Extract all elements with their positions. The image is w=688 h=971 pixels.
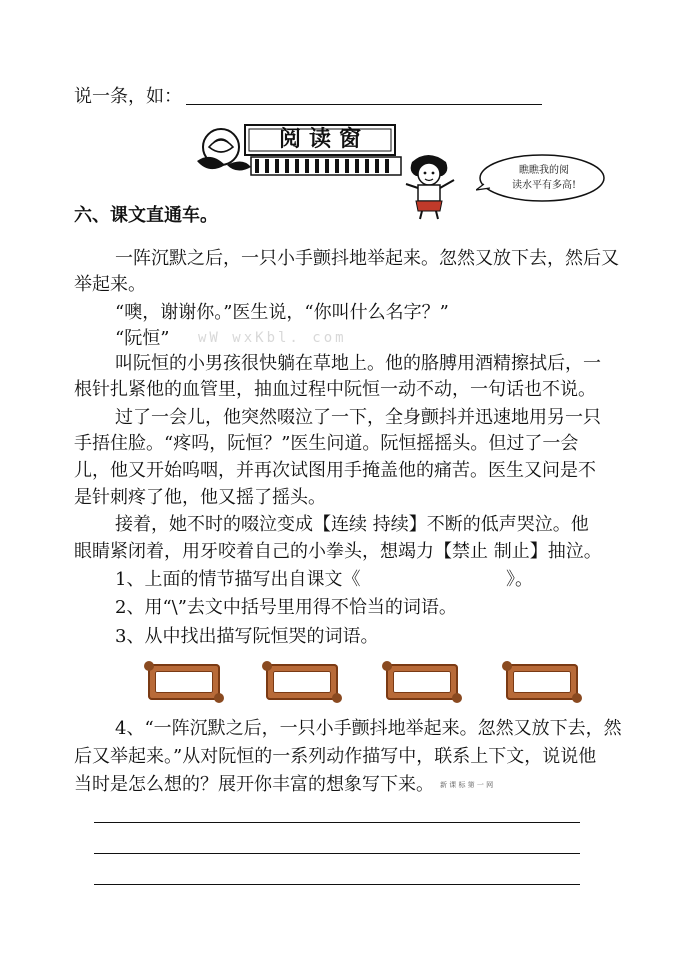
section-heading: 六、课文直通车。 — [74, 205, 218, 226]
speech-bubble — [476, 152, 606, 204]
passage-line: 接着，她不时的啜泣变成【连续 持续】不断的低声哭泣。他 — [115, 514, 589, 535]
speech-bubble-line-2: 读水平有多高! — [511, 180, 577, 191]
reading-window-banner — [191, 121, 403, 179]
site-watermark: 新 课 标 第 一 网 — [440, 781, 494, 789]
question-4-line: 当时是怎么想的？展开你丰富的想象写下来。 — [74, 774, 434, 795]
passage-line: “阮恒” — [115, 328, 170, 349]
answer-frame-4[interactable] — [506, 664, 578, 700]
question-1-answer-blank[interactable] — [370, 571, 500, 593]
passage-line: 眼睛紧闭着，用牙咬着自己的小拳头，想竭力【禁止 制止】抽泣。 — [74, 541, 602, 562]
writing-line[interactable] — [94, 884, 580, 885]
question-1-suffix: 》。 — [506, 569, 533, 590]
passage-line: 儿，他又开始呜咽，并再次试图用手掩盖他的痛苦。医生又问是不 — [74, 460, 596, 481]
passage-line: 过了一会儿，他突然啜泣了一下，全身颤抖并迅速地用另一只 — [115, 407, 601, 428]
passage-line: 叫阮恒的小男孩很快躺在草地上。他的胳膊用酒精擦拭后，一 — [115, 353, 601, 374]
passage-line: 手捂住脸。“疼吗，阮恒？”医生问道。阮恒摇摇头。但过了一会 — [74, 433, 579, 454]
passage-line: 根针扎紧他的血管里，抽血过程中阮恒一动不动，一句话也不说。 — [74, 379, 596, 400]
passage-line: 是针刺疼了他，他又摇了摇头。 — [74, 487, 326, 508]
writing-line[interactable] — [94, 853, 580, 854]
banner-title: 阅读窗 — [278, 127, 369, 152]
answer-frame-1[interactable] — [148, 664, 220, 700]
speech-bubble-line-1: 瞧瞧我的阅 — [519, 165, 569, 176]
answer-blank-line[interactable] — [186, 104, 542, 105]
writing-line[interactable] — [94, 822, 580, 823]
question-4-line: 后又举起来。”从对阮恒的一系列动作描写中，联系上下文，说说他 — [74, 746, 597, 767]
question-2: 2、用“\”去文中括号里用得不恰当的词语。 — [115, 597, 457, 618]
answer-frame-2[interactable] — [266, 664, 338, 700]
answer-frame-3[interactable] — [386, 664, 458, 700]
question-4-line: 4、“一阵沉默之后，一只小手颤抖地举起来。忽然又放下去，然 — [115, 718, 622, 739]
question-1-prefix: 1、上面的情节描写出自课文《 — [115, 569, 361, 590]
passage-line: 一阵沉默之后，一只小手颤抖地举起来。忽然又放下去，然后又 — [115, 248, 619, 269]
question-3: 3、从中找出描写阮恒哭的词语。 — [115, 626, 379, 647]
watermark-text: wW wxKbl. com — [198, 330, 347, 346]
fill-prompt: 说一条，如： — [74, 86, 182, 107]
passage-line: 举起来。 — [74, 274, 146, 295]
child-illustration — [400, 152, 460, 222]
passage-line: “噢，谢谢你。”医生说，“你叫什么名字？” — [115, 302, 449, 323]
